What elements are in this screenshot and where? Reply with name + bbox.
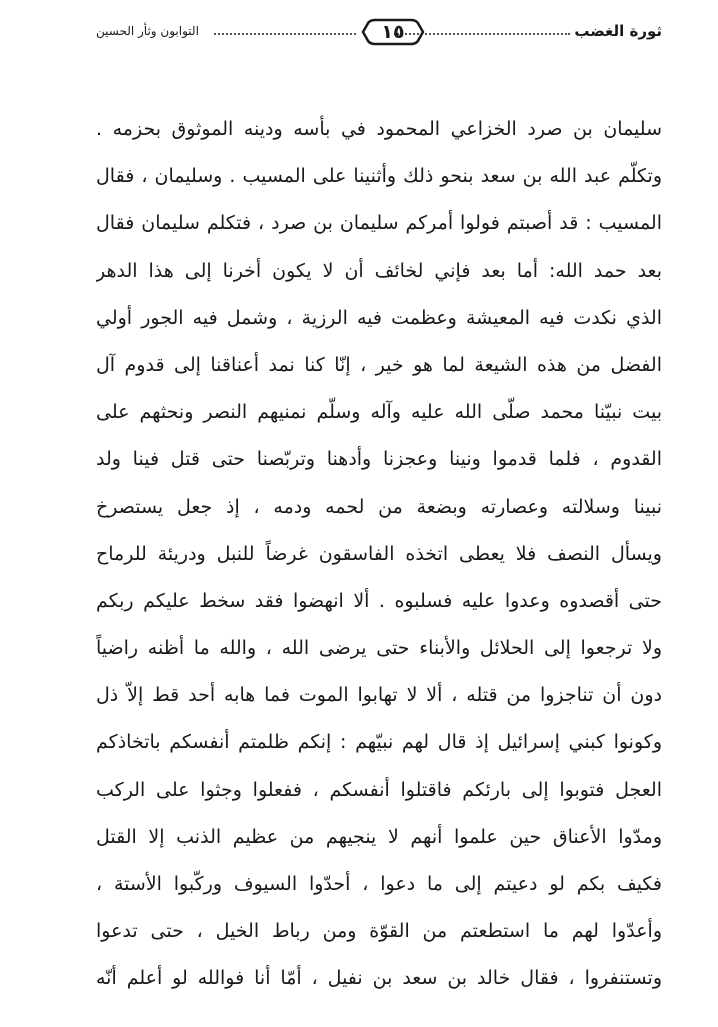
text-line: القدوم ، فلما قدموا ونينا وعجزنا وأدهنا وتربّصنا حتى قتل فينا ولد: [96, 448, 662, 471]
header-dotted-rule-left: [214, 33, 356, 35]
text-line: ومدّوا الأعناق حين علموا أنهم لا ينجيهم من عظيم الذنب إلا القتل: [96, 825, 662, 848]
text-line: فكيف بكم لو دعيتم إلى ما دعوا ، أحدّوا السيوف وركّبوا الأستة ،: [96, 873, 662, 895]
text-line: حتى أقصدوه وعدوا عليه فسلبوه . ألا انهضوا فقد سخط عليكم ربكم: [96, 589, 662, 612]
book-title: ثورة الغضب: [574, 22, 662, 40]
text-line: وأعدّوا لهم ما استطعتم من القوّة ومن رباط الخيل ، حتى تدعوا: [96, 920, 662, 943]
text-line: المسيب : قد أصبتم فولوا أمركم سليمان بن صرد ، فتكلم سليمان فقال: [96, 212, 662, 235]
chapter-title: التوابون وثأر الحسين: [96, 24, 199, 38]
text-line: بيت نبيّنا محمد صلّى الله عليه وآله وسلّم نمنيهم النصر ونحثهم على: [96, 401, 662, 424]
text-line: الفضل من هذه الشيعة لما هو خير ، إنّا كنا نمد أعناقنا إلى قدوم آل: [96, 353, 662, 376]
text-line: وتكلّم عبد الله بن سعد بنحو ذلك وأثنينا على المسيب . وسليمان ، فقال: [96, 165, 662, 188]
page-number: ١٥: [381, 21, 405, 43]
text-line: ولا ترجعوا إلى الحلائل والأبناء حتى يرضى الله ، والله ما أظنه راضياً: [96, 637, 662, 660]
text-line: سليمان بن صرد الخزاعي المحمود في بأسه ودينه الموثوق بحزمه .: [96, 118, 662, 140]
page-number-badge: [361, 16, 425, 48]
text-line: دون أن تناجزوا من قتله ، ألا لا تهابوا الموت فما هابه أحد قط إلاّ ذل: [96, 684, 662, 707]
text-line: وكونوا كبني إسرائيل إذ قال لهم نبيّهم : إنكم ظلمتم أنفسكم باتخاذكم: [96, 731, 662, 754]
body-text: [96, 106, 662, 1003]
page-header: [96, 16, 662, 50]
text-line: نبينا وسلالته وعصارته وبضعة من لحمه ودمه ، إذ جعل يستصرخ: [96, 495, 662, 518]
text-line: وتستنفروا ، فقال خالد بن سعد بن نفيل ، أمّا أنا فوالله لو أعلم أنّه: [96, 967, 662, 990]
text-line: الذي نكدت فيه المعيشة وعظمت فيه الرزية ، وشمل فيه الجور أولي: [96, 306, 662, 329]
text-line: ويسأل النصف فلا يعطى اتخذه الفاسقون غرضاً للنبل ودريئة للرماح: [96, 542, 662, 565]
text-line: بعد حمد الله: أما بعد فإني لخائف أن لا يكون أخرنا إلى هذا الدهر: [96, 259, 662, 282]
text-line: العجل فتوبوا إلى بارئكم فاقتلوا أنفسكم ، ففعلوا وجثوا على الركب: [96, 778, 662, 801]
